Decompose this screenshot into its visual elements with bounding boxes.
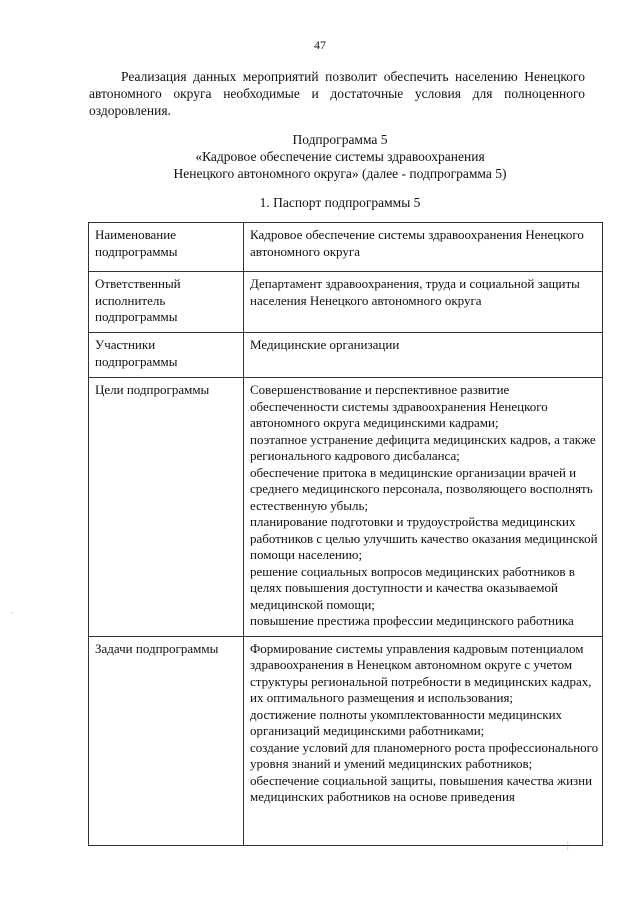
- row-value: [244, 636, 603, 845]
- intro-paragraph: Реализация данных мероприятий позволит обеспечить населению Ненецкого автономного округа необходимые и достаточные условия для полноценного оздоровления.: [89, 69, 585, 118]
- value-line: планирование подготовки и трудоустройства медицинских работников с целью улучшить качество оказания медицинской помощи населению;: [250, 514, 598, 562]
- subprogram-heading-line-1: Подпрограмма 5: [292, 132, 388, 147]
- row-value: [244, 378, 603, 637]
- value-line: обеспечение социальной защиты, повышения качества жизни медицинских работников на основе приведения: [250, 772, 593, 804]
- table-row: [89, 636, 603, 845]
- value-line: Медицинские организации: [250, 337, 400, 352]
- table-row: [89, 272, 603, 333]
- value-line: решение социальных вопросов медицинских работников в целях повышения доступности и качества оказываемой медицинской помощи;: [250, 563, 575, 612]
- value-line: Департамент здравоохранения, труда и социальной защиты населения Ненецкого автономного округа: [250, 276, 580, 308]
- row-value: [244, 333, 603, 378]
- value-line: достижение полноты укомплектованности медицинских организаций медицинскими работниками;: [250, 706, 563, 738]
- value-line: обеспечение притока в медицинские организации врачей и среднего медицинского персонала, позволяющего восполнять естественную убыль;: [250, 464, 593, 513]
- row-label: Задачи подпрограммы: [89, 636, 244, 845]
- scan-artifact-mark: ¦: [567, 840, 569, 850]
- subprogram-heading-line-2: «Кадровое обеспечение системы здравоохранения: [195, 149, 485, 164]
- value-line: повышение престижа профессии медицинского работника: [250, 613, 574, 628]
- row-label: Ответственный исполнитель подпрограммы: [89, 272, 244, 333]
- table-row: [89, 333, 603, 378]
- row-value: [244, 223, 603, 272]
- subprogram-heading-line-3: Ненецкого автономного округа» (далее - подпрограмма 5): [173, 166, 507, 181]
- scan-artifact-mark: ·: [10, 608, 13, 618]
- table-row: [89, 223, 603, 272]
- value-line: Формирование системы управления кадровым потенциалом здравоохранения в Ненецком автономном округе с учетом структуры региональной потребности в медицинских кадрах, их оптимального размещения и использования;: [250, 640, 592, 705]
- row-label: Участники подпрограммы: [89, 333, 244, 378]
- row-value: [244, 272, 603, 333]
- table-row: [89, 378, 603, 637]
- value-line: поэтапное устранение дефицита медицинских кадров, а также регионального кадрового дисбаланса;: [250, 431, 596, 463]
- row-label: Цели подпрограммы: [89, 378, 244, 637]
- row-label: Наименование подпрограммы: [89, 223, 244, 272]
- value-line: Совершенствование и перспективное развитие обеспеченности системы здравоохранения Ненецкого автономного округа медицинскими кадрами;: [250, 382, 548, 430]
- passport-title: 1. Паспорт подпрограммы 5: [259, 195, 421, 210]
- value-line: создание условий для планомерного роста профессионального уровня знаний и умений медицинских работников;: [250, 739, 599, 771]
- page-number: 47: [314, 38, 326, 52]
- passport-table: [88, 222, 603, 846]
- value-line: Кадровое обеспечение системы здравоохранения Ненецкого автономного округа: [250, 227, 584, 259]
